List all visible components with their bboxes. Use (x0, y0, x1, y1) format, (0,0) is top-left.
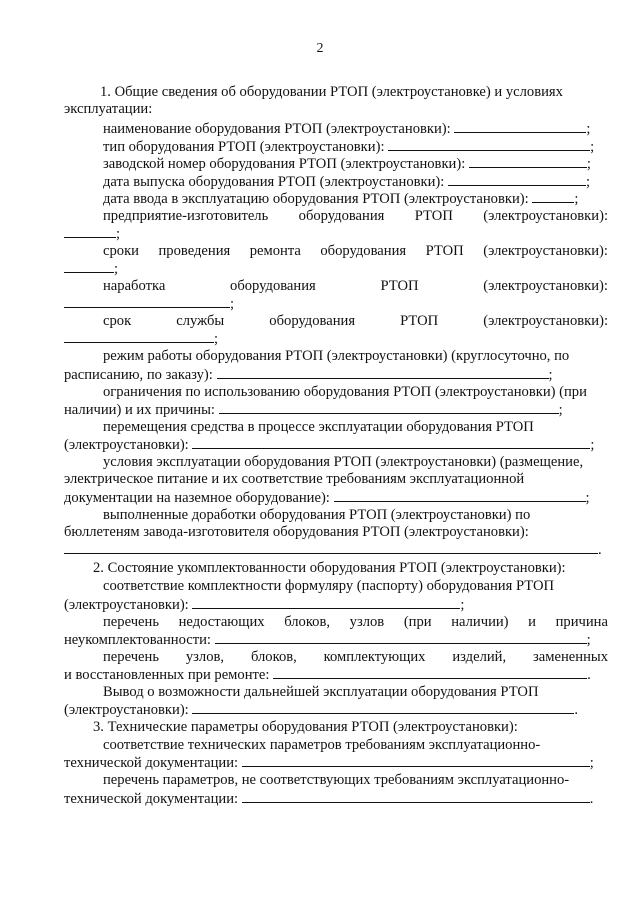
field-type: тип оборудования РТОП (электроустановки): ; (103, 139, 595, 155)
field-service-life-line1: срок службы оборудования РТОП (электроустановки): (103, 313, 608, 329)
field-mode-line1: режим работы оборудования РТОП (электроустановки) (круглосуточно, по (103, 348, 570, 364)
field-name-label: наименование оборудования РТОП (электроустановки): (103, 121, 451, 137)
field-conditions-blank (334, 489, 586, 502)
section2-heading: 2. Состояние укомплектованности оборудования РТОП (электроустановки): (93, 560, 566, 576)
section3-heading: 3. Технические параметры оборудования РТОП (электроустановки): (93, 719, 518, 735)
field-moves-line2: (электроустановки): ; (64, 437, 595, 453)
field-replaced-blank (273, 666, 587, 679)
field-bulletins-line1: выполненные доработки оборудования РТОП (электроустановки) по (103, 507, 531, 523)
field-conclusion-line1: Вывод о возможности дальнейшей эксплуатации оборудования РТОП (103, 684, 539, 700)
field-replaced-line2: и восстановленных при ремонте: . (64, 667, 591, 683)
field-tech-compliance-line1: соответствие технических параметров требованиям эксплуатационно- (103, 737, 541, 753)
field-missing-line1: перечень недостающих блоков, узлов (при наличии) и причина (103, 614, 608, 630)
field-manufacturer-line2: ; (64, 225, 120, 243)
field-manufacturer-line1: предприятие-изготовитель оборудования РТОП (электроустановки): (103, 208, 608, 224)
field-mode-line2: расписанию, по заказу): ; (64, 367, 553, 383)
field-service-life-line2: ; (64, 330, 218, 348)
page-number: 2 (316, 41, 324, 56)
field-mode-blank (217, 366, 549, 379)
field-conditions-line2: электрическое питание и их соответствие требованиям эксплуатационной (64, 471, 525, 487)
field-repair-blank (64, 260, 114, 273)
section1-heading-text: 1. Общие сведения об оборудовании РТОП (электроустановке) и условиях (100, 84, 563, 100)
field-manufacturer-blank (64, 225, 116, 238)
field-conclusion-blank (192, 701, 574, 714)
field-name: наименование оборудования РТОП (электроустановки): ; (103, 121, 591, 137)
field-commission-date-blank (532, 190, 574, 203)
field-restrictions-line2: наличии) и их причины: ; (64, 402, 563, 418)
field-bulletins-line3: . (64, 541, 602, 559)
field-noncompliant-line2: технической документации: . (64, 791, 594, 807)
field-kit-compliance-line2: (электроустановки): ; (64, 597, 465, 613)
field-tech-compliance-line2: технической документации: ; (64, 755, 594, 771)
field-tech-compliance-blank (242, 754, 590, 767)
field-commission-date: дата ввода в эксплуатацию оборудования РТОП (электроустановки): ; (103, 191, 579, 207)
field-missing-line2: неукомплектованности: ; (64, 632, 591, 648)
field-operating-time-line2: ; (64, 295, 234, 313)
field-name-blank (454, 120, 586, 133)
field-serial-blank (469, 155, 587, 168)
field-release-date: дата выпуска оборудования РТОП (электроустановки): ; (103, 174, 591, 190)
field-service-life-blank (64, 330, 214, 343)
section1-heading-line2: эксплуатации: (64, 101, 153, 117)
section1-heading-line1 (100, 84, 608, 101)
field-serial: заводской номер оборудования РТОП (электроустановки): ; (103, 156, 591, 172)
field-moves-blank (192, 436, 590, 449)
field-noncompliant-blank (242, 790, 590, 803)
field-replaced-line1: перечень узлов, блоков, комплектующих изделий, замененных (103, 649, 608, 665)
field-operating-time-blank (64, 295, 230, 308)
field-kit-compliance-line1: соответствие комплектности формуляру (паспорту) оборудования РТОП (103, 578, 555, 594)
field-moves-line1: перемещения средства в процессе эксплуатации оборудования РТОП (103, 419, 534, 435)
field-commission-date-label: дата ввода в эксплуатацию оборудования РТОП (электроустановки): (103, 191, 529, 207)
field-noncompliant-line1: перечень параметров, не соответствующих требованиям эксплуатационно- (103, 772, 570, 788)
field-type-blank (388, 138, 590, 151)
field-repair-line1: сроки проведения ремонта оборудования РТОП (электроустановки): (103, 243, 608, 259)
field-missing-blank (215, 631, 587, 644)
field-restrictions-blank (219, 401, 559, 414)
field-operating-time-line1: наработка оборудования РТОП (электроустановки): (103, 278, 608, 294)
field-release-date-label: дата выпуска оборудования РТОП (электроустановки): (103, 174, 445, 190)
field-type-label: тип оборудования РТОП (электроустановки): (103, 139, 385, 155)
field-bulletins-line2: бюллетеням завода-изготовителя оборудования РТОП (электроустановки): (64, 524, 529, 540)
field-serial-label: заводской номер оборудования РТОП (электроустановки): (103, 156, 466, 172)
field-bulletins-blank (64, 541, 598, 554)
field-restrictions-line1: ограничения по использованию оборудования РТОП (электроустановки) (при (103, 384, 587, 400)
field-repair-line2: ; (64, 260, 118, 278)
field-conditions-line3: документации на наземное оборудование): ; (64, 490, 590, 506)
field-release-date-blank (448, 173, 586, 186)
field-kit-compliance-blank (192, 596, 460, 609)
field-conclusion-line2: (электроустановки): . (64, 702, 579, 718)
field-conditions-line1: условия эксплуатации оборудования РТОП (электроустановки) (размещение, (103, 454, 584, 470)
